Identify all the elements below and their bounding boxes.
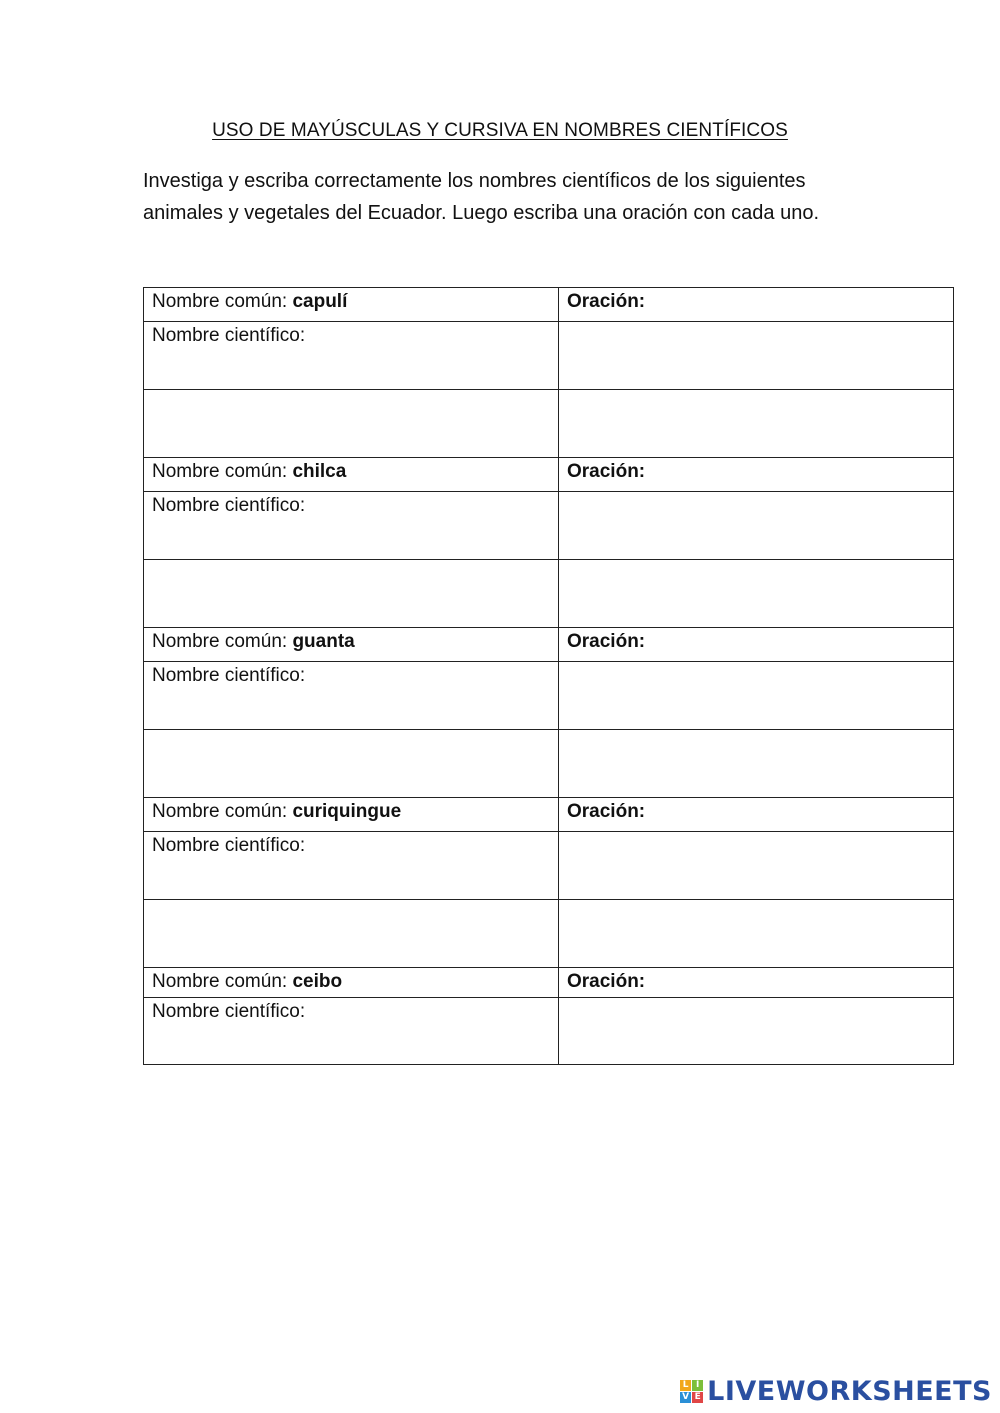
sentence-label-cell [559, 968, 954, 998]
common-name-cell [144, 458, 559, 492]
scientific-name-cell[interactable] [144, 322, 559, 390]
entry-header-row [144, 458, 954, 492]
common-name-cell [144, 968, 559, 998]
worksheet-table [143, 287, 954, 1065]
sentence-label-cell [559, 798, 954, 832]
scientific-name-row [144, 662, 954, 730]
sentence-label: Oración: [567, 801, 646, 822]
instructions [143, 165, 863, 229]
answer-cell[interactable] [144, 900, 559, 968]
sentence-answer-cell[interactable] [559, 390, 954, 458]
sentence-label: Oración: [567, 631, 646, 652]
logo-mark-letter: V [680, 1392, 691, 1403]
sentence-label-cell [559, 458, 954, 492]
scientific-name-label: Nombre científico: [152, 1001, 306, 1022]
sentence-label: Oración: [567, 461, 646, 482]
common-name-label: Nombre común: [152, 631, 293, 652]
common-name-cell [144, 288, 559, 322]
common-name-label: Nombre común: [152, 801, 293, 822]
logo-mark-letter: E [692, 1392, 703, 1403]
common-name-cell [144, 628, 559, 662]
common-name-label: Nombre común: [152, 461, 293, 482]
scientific-name-label: Nombre científico: [152, 325, 306, 346]
common-name-label: Nombre común: [152, 291, 293, 312]
sentence-answer-cell[interactable] [559, 322, 954, 390]
scientific-name-label: Nombre científico: [152, 495, 306, 516]
answer-row [144, 900, 954, 968]
sentence-answer-cell[interactable] [559, 560, 954, 628]
entry-header-row [144, 288, 954, 322]
sentence-answer-cell[interactable] [559, 662, 954, 730]
sentence-answer-cell[interactable] [559, 492, 954, 560]
sentence-answer-cell[interactable] [559, 730, 954, 798]
sentence-label: Oración: [567, 291, 646, 312]
sentence-label-cell [559, 628, 954, 662]
scientific-name-cell[interactable] [144, 832, 559, 900]
worksheet-title: USO DE MAYÚSCULAS Y CURSIVA EN NOMBRES CIENTÍFICOS [212, 120, 788, 141]
sentence-answer-cell[interactable] [559, 900, 954, 968]
answer-cell[interactable] [144, 560, 559, 628]
scientific-name-cell[interactable] [144, 662, 559, 730]
answer-row [144, 560, 954, 628]
common-name-value: curiquingue [292, 801, 402, 822]
liveworksheets-mark-icon [680, 1380, 703, 1403]
answer-row [144, 730, 954, 798]
logo-mark-letter: I [692, 1380, 703, 1391]
answer-cell[interactable] [144, 390, 559, 458]
scientific-name-row [144, 832, 954, 900]
liveworksheets-wordmark: LIVEWORKSHEETS [707, 1376, 992, 1407]
entry-header-row [144, 798, 954, 832]
sentence-label-cell [559, 288, 954, 322]
scientific-name-cell[interactable] [144, 492, 559, 560]
liveworksheets-logo [680, 1376, 992, 1407]
sentence-answer-cell[interactable] [559, 998, 954, 1065]
common-name-value: capulí [292, 291, 348, 312]
scientific-name-cell[interactable] [144, 998, 559, 1065]
answer-cell[interactable] [144, 730, 559, 798]
sentence-label: Oración: [567, 971, 646, 992]
common-name-label: Nombre común: [152, 971, 293, 992]
scientific-name-label: Nombre científico: [152, 665, 306, 686]
scientific-name-row [144, 322, 954, 390]
answer-row [144, 390, 954, 458]
sentence-answer-cell[interactable] [559, 832, 954, 900]
instructions-line-1: Investiga y escriba correctamente los nombres científicos de los siguientes [143, 170, 806, 192]
scientific-name-label: Nombre científico: [152, 835, 306, 856]
scientific-name-row [144, 998, 954, 1065]
common-name-cell [144, 798, 559, 832]
entry-header-row [144, 968, 954, 998]
entry-header-row [144, 628, 954, 662]
common-name-value: ceibo [292, 971, 343, 992]
instructions-line-2: animales y vegetales del Ecuador. Luego escriba una oración con cada uno. [143, 202, 820, 224]
common-name-value: chilca [292, 461, 347, 482]
logo-mark-letter: L [680, 1380, 691, 1391]
scientific-name-row [144, 492, 954, 560]
common-name-value: guanta [292, 631, 355, 652]
